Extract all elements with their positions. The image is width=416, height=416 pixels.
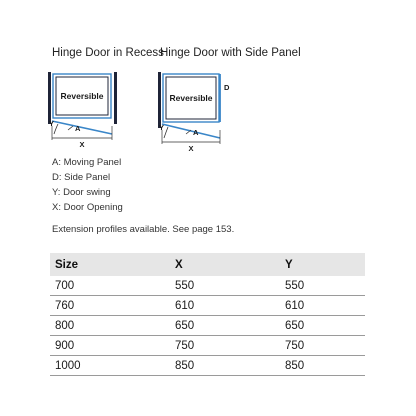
recess-moving-panel <box>52 121 112 134</box>
header-y: Y <box>285 258 293 271</box>
cell-x: 850 <box>175 359 195 372</box>
legend-item-door-swing: Y: Door swing <box>52 187 111 198</box>
cell-size: 1000 <box>55 359 81 372</box>
side-panel-label-d: D <box>224 83 230 92</box>
table-row <box>50 316 365 336</box>
recess-arrow-icon <box>68 126 73 130</box>
cell-y: 610 <box>285 299 305 312</box>
side-panel-left-wall <box>158 72 161 128</box>
cell-x: 610 <box>175 299 195 312</box>
table-row <box>50 356 365 376</box>
cell-x: 750 <box>175 339 195 352</box>
cell-y: 750 <box>285 339 305 352</box>
recess-diagram <box>46 66 122 148</box>
extension-note: Extension profiles available. See page 153. <box>52 224 235 235</box>
legend-item-door-opening: X: Door Opening <box>52 202 123 213</box>
recess-left-wall <box>48 72 51 124</box>
side-panel-swing-arc <box>164 127 168 138</box>
table-row <box>50 276 365 296</box>
cell-size: 800 <box>55 319 75 332</box>
recess-panel-label: Reversible <box>60 91 104 101</box>
cell-size: 760 <box>55 299 75 312</box>
cell-x: 650 <box>175 319 195 332</box>
recess-label-y: Y <box>49 119 55 128</box>
table-row <box>50 296 365 316</box>
side-panel-panel-label: Reversible <box>169 93 213 103</box>
legend-item-side-panel: D: Side Panel <box>52 172 111 183</box>
side-panel-label-y: Y <box>159 123 165 132</box>
cell-size: 900 <box>55 339 75 352</box>
cell-y: 850 <box>285 359 305 372</box>
side-panel-diagram <box>156 66 236 152</box>
cell-y: 550 <box>285 279 305 292</box>
legend-item-moving-panel: A: Moving Panel <box>52 157 122 168</box>
cell-y: 650 <box>285 319 305 332</box>
table-row <box>50 336 365 356</box>
recess-swing-arc <box>54 124 58 134</box>
size-table <box>50 253 365 376</box>
cell-x: 550 <box>175 279 195 292</box>
recess-label-a: A <box>75 124 81 133</box>
header-size: Size <box>55 258 79 271</box>
side-panel-diagram-title: Hinge Door with Side Panel <box>160 47 301 59</box>
legend <box>52 155 123 215</box>
side-panel-moving-panel <box>162 124 220 138</box>
cell-size: 700 <box>55 279 75 292</box>
header-x: X <box>175 258 183 271</box>
side-panel-label-a: A <box>193 128 199 137</box>
table-header-row <box>50 253 365 276</box>
recess-diagram-title: Hinge Door in Recess <box>52 47 164 59</box>
recess-right-wall <box>114 72 117 124</box>
side-panel-label-x: X <box>188 144 194 152</box>
recess-label-x: X <box>79 140 85 148</box>
